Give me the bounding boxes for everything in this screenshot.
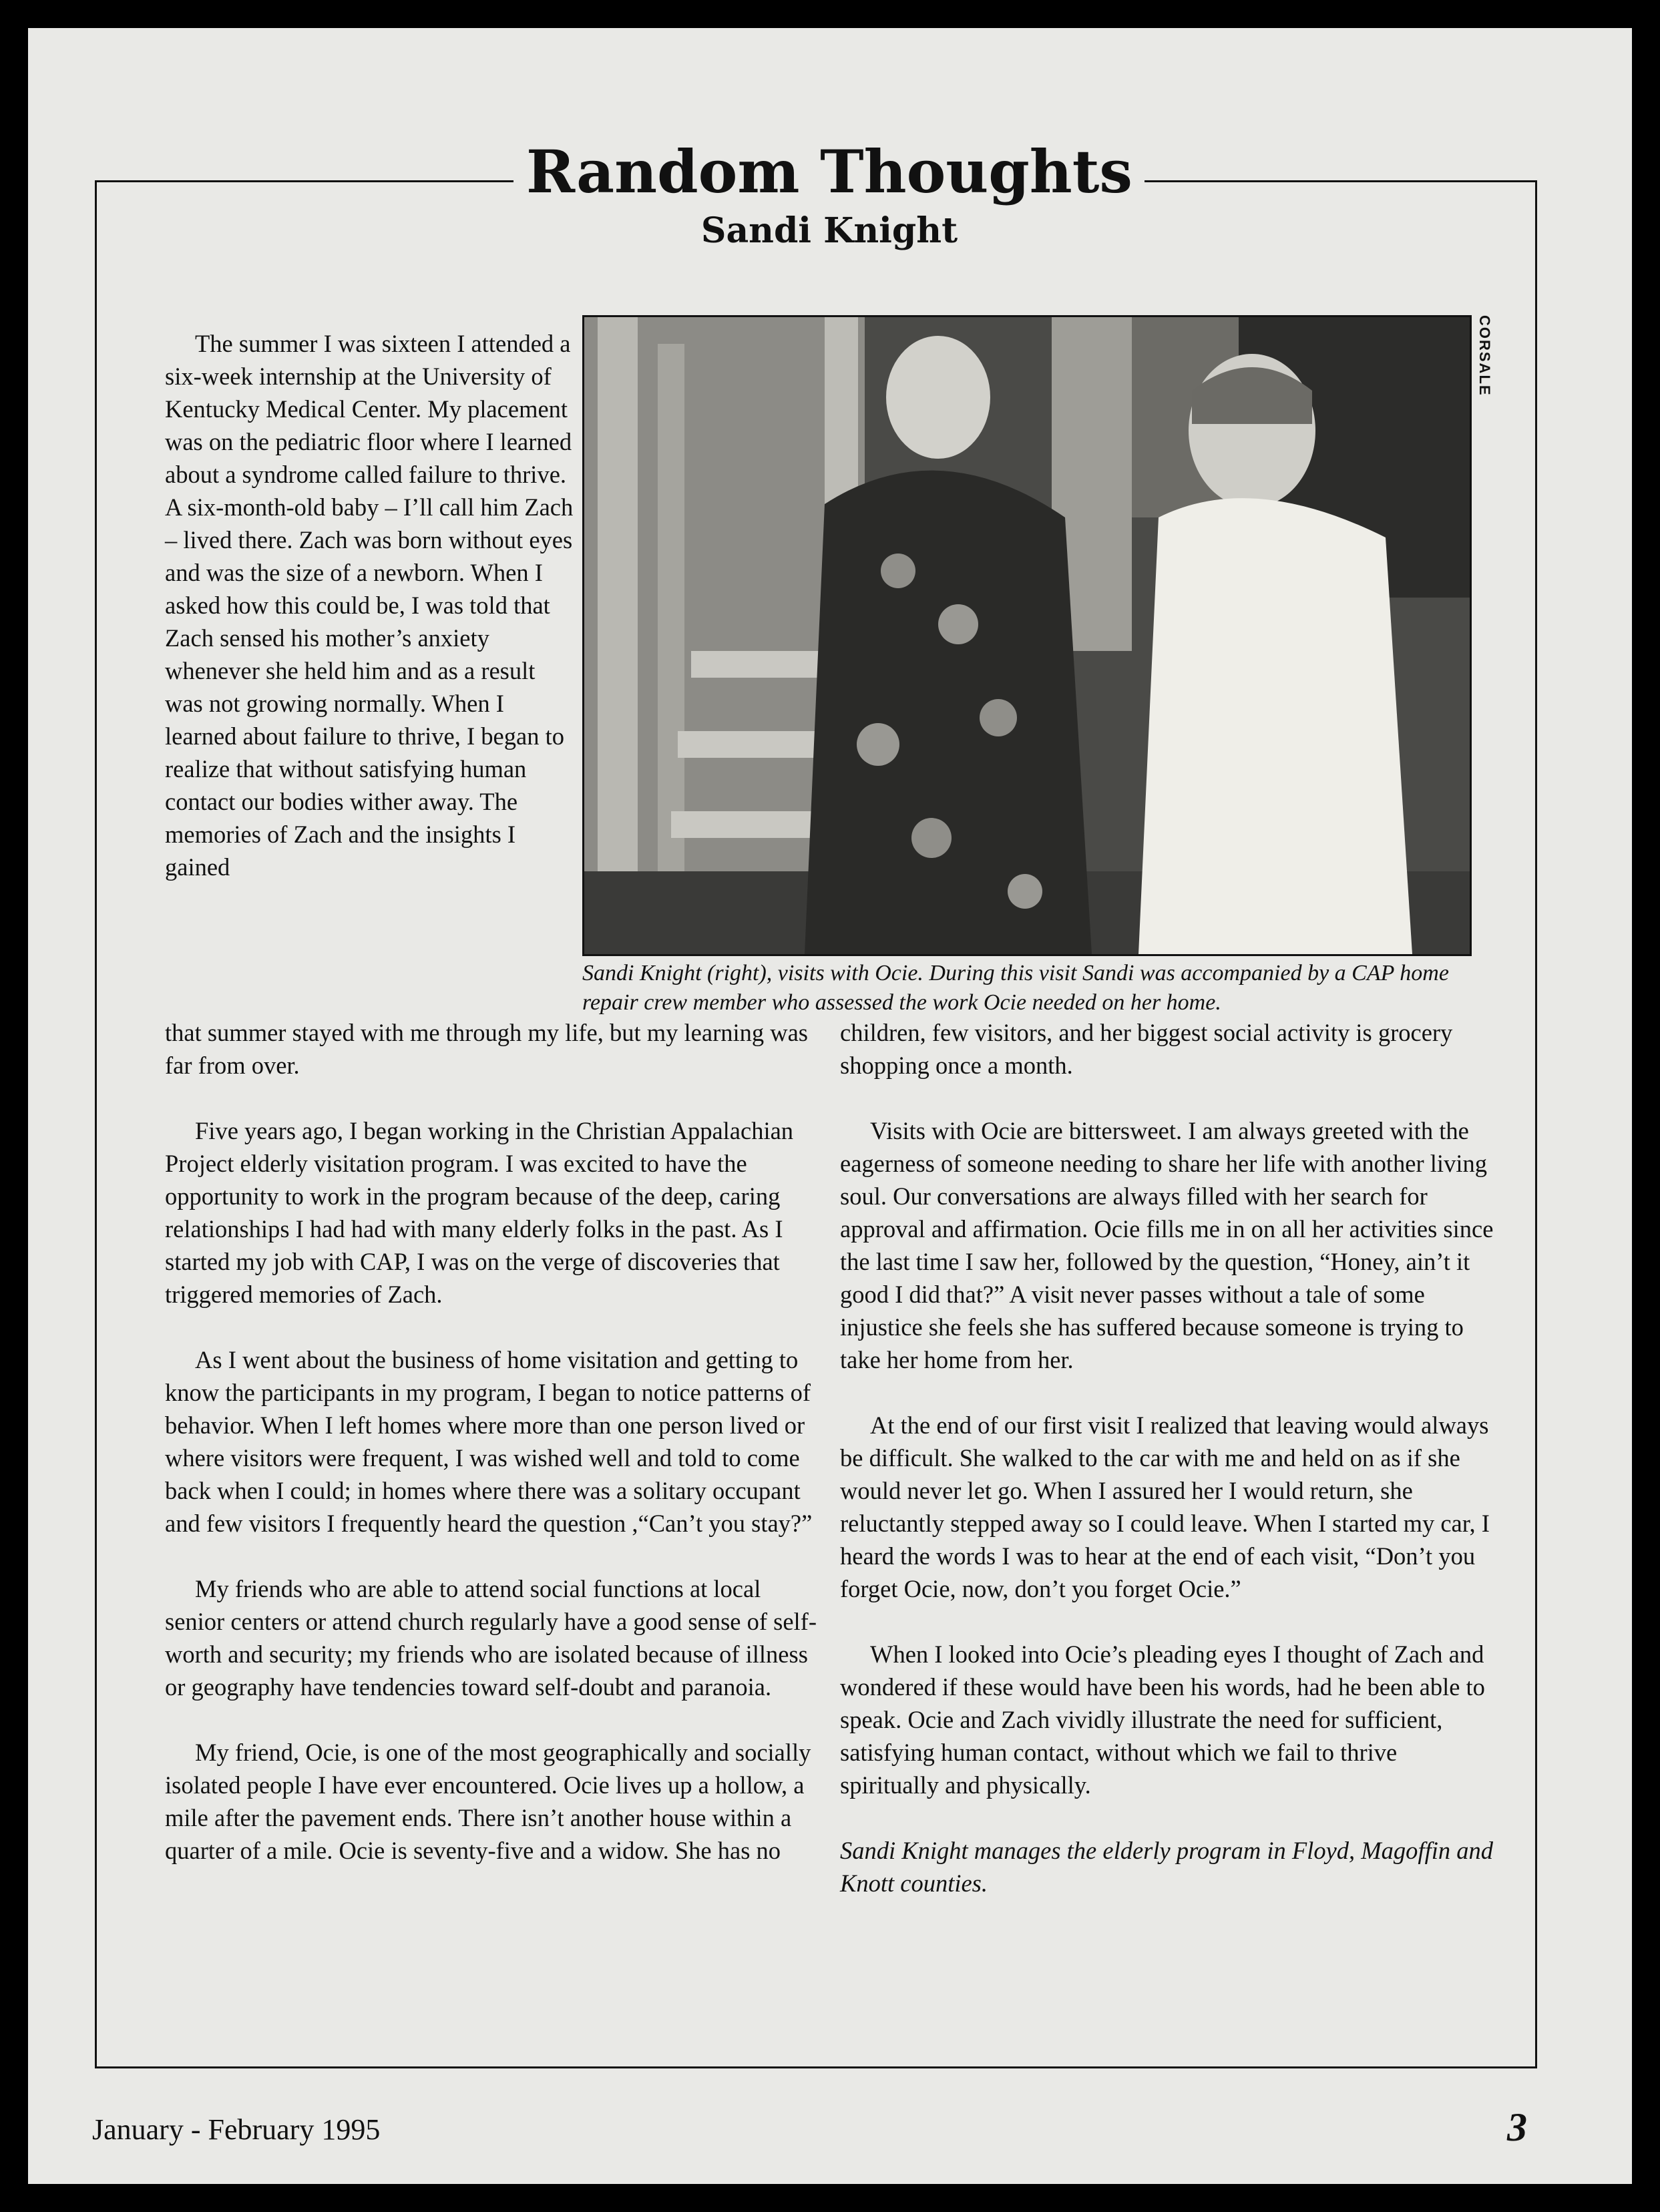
magazine-page	[28, 28, 1632, 2184]
paragraph-7: At the end of our first visit I realized that leaving would always be difficult. She walked to the car with me and held on as if she would never let go. When I assured her I would return, she reluctantly stepped away so I could leave. When I started my car, I heard the words I was to hear at the end of each visit, “Don’t you forget Ocie, now, don’t you forget Ocie.”	[840, 1411, 1490, 1602]
photo-ocie-and-sandi	[582, 315, 1472, 956]
column-1	[165, 1016, 826, 1867]
column-1-wrapped	[165, 327, 579, 883]
paragraph-3: As I went about the business of home visitation and getting to know the participants in my program, I began to notice patterns of behavior. When I left homes where more than one person lived or where visitors were frequent, I was wished well and told to come back when I could; in homes where there was a solitary occupant and few visitors I frequently heard the question ,“Can’t you stay?”	[165, 1346, 813, 1537]
paragraph-2: Five years ago, I began working in the Christian Appalachian Project elderly visitation program. I was excited to have the opportunity to work in the program because of the deep, caring relationships I had had with many elderly folks in the past. As I started my job with CAP, I was on the verge of discoveries that triggered memories of Zach.	[165, 1117, 794, 1308]
author-bio: Sandi Knight manages the elderly program in Floyd, Magoffin and Knott counties.	[840, 1837, 1493, 1897]
column-2	[840, 1016, 1501, 1900]
issue-date: January - February 1995	[92, 2113, 381, 2146]
paragraph-1: The summer I was sixteen I attended a six-week internship at the University of Kentucky Medical Center. My placement was on the pediatric floor where I learned about a syndrome called failure to thrive. A six-month-old baby – I’ll call him Zach – lived there. Zach was born without eyes and was the size of a newborn. When I asked how this could be, I was told that Zach sensed his mother’s anxiety whenever she held him and as a result was not growing normally. When I learned about failure to thrive, I began to realize that without satisfying human contact our bodies wither away. The memories of Zach and the insights I gained	[165, 330, 574, 881]
paragraph-5: My friend, Ocie, is one of the most geographically and socially isolated people I have ever encountered. Ocie lives up a hollow, a mile after the pavement ends. There isn’t another house within a quarter of a mile. Ocie is seventy-five and a widow. She has no	[165, 1739, 811, 1864]
paragraph-8: When I looked into Ocie’s pleading eyes I thought of Zach and wondered if these would have been his words, had he been able to speak. Ocie and Zach vividly illustrate the need for sufficient, satisfying human contact, without which we fail to thrive spiritually and physically.	[840, 1640, 1485, 1799]
paragraph-6: Visits with Ocie are bittersweet. I am always greeted with the eagerness of someone needing to share her life with another living soul. Our conversations are always filled with her search for approval and affirmation. Ocie fills me in on all her activities since the last time I saw her, followed by the question, “Honey, ain’t it good I did that?” A visit never passes without a tale of some injustice she feels she has suffered because someone is trying to take her home from her.	[840, 1117, 1494, 1373]
paragraph-4: My friends who are able to attend social functions at local senior centers or attend church regularly have a good sense of self-worth and security; my friends who are isolated because of illness or geography have tendencies toward self-doubt and paranoia.	[165, 1575, 817, 1701]
paragraph-1-continued: that summer stayed with me through my life, but my learning was far from over.	[165, 1019, 809, 1079]
photo-credit: CORSALE	[1476, 315, 1493, 397]
photo-image	[584, 317, 1470, 954]
paragraph-5-continued: children, few visitors, and her biggest social activity is grocery shopping once a month.	[840, 1019, 1453, 1079]
article-title: Random Thoughts	[526, 137, 1132, 206]
author-byline: Sandi Knight	[700, 210, 958, 251]
page-number: 3	[1507, 2105, 1527, 2149]
photo-caption: Sandi Knight (right), visits with Ocie. During this visit Sandi was accompanied by a CAP home repair crew member who assessed the work Ocie needed on her home.	[582, 961, 1449, 1015]
